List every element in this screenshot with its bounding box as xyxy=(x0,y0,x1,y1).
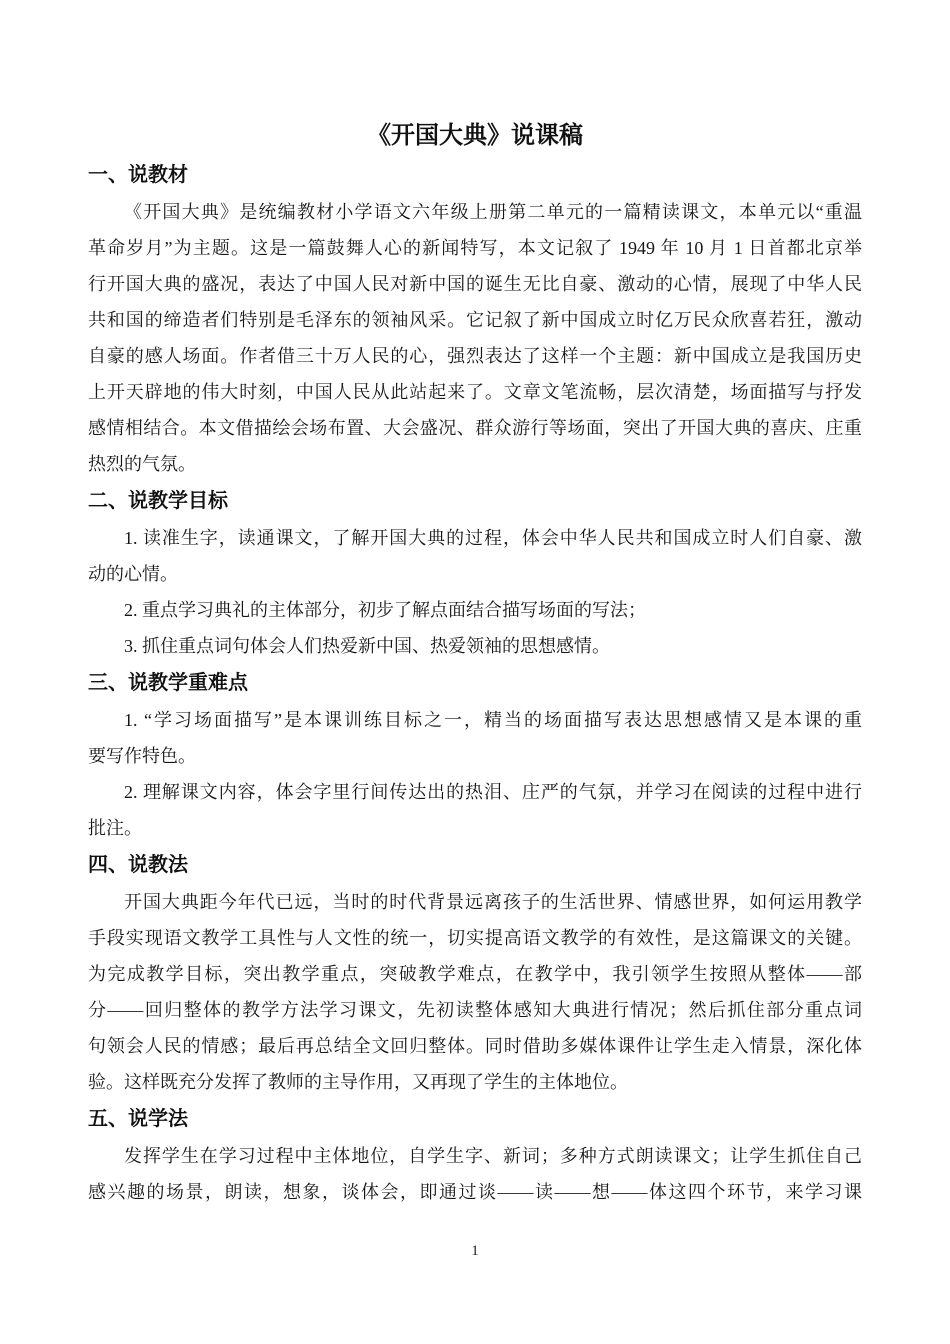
section-heading: 一、说教材 xyxy=(88,164,188,186)
section-heading: 三、说教学重难点 xyxy=(88,672,248,694)
paragraph xyxy=(88,774,862,846)
text-line: 3. 抓住重点词句体会人们热爱新中国、热爱领袖的思想感情。 xyxy=(124,636,610,656)
document-section xyxy=(88,156,862,482)
text-line: 行开国大典的盛况，表达了中国人民对新中国的诞生无比自豪、激动的心情，展现了中华人民 xyxy=(88,274,862,294)
text-line: 《开国大典》是统编教材小学语文六年级上册第二单元的一篇精读课文，本单元以“重温 xyxy=(124,202,862,222)
document-title: 《开国大典》说课稿 xyxy=(367,122,583,149)
document-section xyxy=(88,482,862,664)
text-line: 验。这样既充分发挥了教师的主导作用，又再现了学生的主体地位。 xyxy=(88,1072,628,1092)
text-line: 感兴趣的场景，朗读，想象，谈体会，即通过谈——读——想——体这四个环节，来学习课 xyxy=(88,1182,862,1202)
document-section xyxy=(88,664,862,846)
text-line: 开国大典距今年代已远，当时的时代背景远离孩子的生活世界、情感世界，如何运用教学 xyxy=(124,892,862,912)
text-line: 自豪的感人场面。作者借三十万人民的心，强烈表达了这样一个主题：新中国成立是我国历史 xyxy=(88,346,862,366)
text-line: 1. 读准生字，读通课文，了解开国大典的过程，体会中华人民共和国成立时人们自豪、激 xyxy=(124,528,862,548)
text-line: 革命岁月”为主题。这是一篇鼓舞人心的新闻特写，本文记叙了 1949 年 10 月 1 日首都北京举 xyxy=(88,238,862,258)
section-heading: 四、说教法 xyxy=(88,854,188,876)
page-footer xyxy=(0,1242,950,1260)
text-line: 分——回归整体的教学方法学习课文，先初读整体感知大典进行情况；然后抓住部分重点词 xyxy=(88,1000,862,1020)
text-line: 上开天辟地的伟大时刻，中国人民从此站起来了。文章文笔流畅，层次清楚，场面描写与抒发 xyxy=(88,382,862,402)
paragraph xyxy=(88,520,862,592)
text-line: 手段实现语文教学工具性与人文性的统一，切实提高语文教学的有效性，是这篇课文的关键。 xyxy=(88,928,862,948)
text-line: 共和国的缔造者们特别是毛泽东的领袖风采。它记叙了新中国成立时亿万民众欣喜若狂，激动 xyxy=(88,310,862,330)
page-number: 1 xyxy=(471,1243,479,1259)
document-section xyxy=(88,1100,862,1210)
paragraph xyxy=(88,592,862,628)
text-line: 为完成教学目标，突出教学重点，突破教学难点，在教学中，我引领学生按照从整体——部 xyxy=(88,964,862,984)
text-line: 热烈的气氛。 xyxy=(88,454,196,474)
text-line: 发挥学生在学习过程中主体地位，自学生字、新词；多种方式朗读课文；让学生抓住自己 xyxy=(124,1146,862,1166)
section-heading: 五、说学法 xyxy=(88,1108,188,1130)
paragraph xyxy=(88,628,862,664)
text-line: 2. 重点学习典礼的主体部分，初步了解点面结合描写场面的写法； xyxy=(124,600,646,620)
document-section xyxy=(88,846,862,1100)
text-line: 2. 理解课文内容，体会字里行间传达出的热泪、庄严的气氛，并学习在阅读的过程中进行 xyxy=(124,782,862,802)
paragraph xyxy=(88,702,862,774)
document-body xyxy=(88,156,862,1210)
paragraph xyxy=(88,1138,862,1210)
paragraph xyxy=(88,884,862,1100)
text-line: 1. “学习场面描写”是本课训练目标之一，精当的场面描写表达思想感情又是本课的重 xyxy=(124,710,862,730)
text-line: 批注。 xyxy=(88,818,142,838)
text-line: 要写作特色。 xyxy=(88,746,196,766)
section-heading: 二、说教学目标 xyxy=(88,490,228,512)
text-line: 句领会人民的情感；最后再总结全文回归整体。同时借助多媒体课件让学生走入情景，深化体 xyxy=(88,1036,862,1056)
text-line: 感情相结合。本文借描绘会场布置、大会盛况、群众游行等场面，突出了开国大典的喜庆、庄重 xyxy=(88,418,862,438)
paragraph xyxy=(88,194,862,482)
text-line: 动的心情。 xyxy=(88,564,178,584)
